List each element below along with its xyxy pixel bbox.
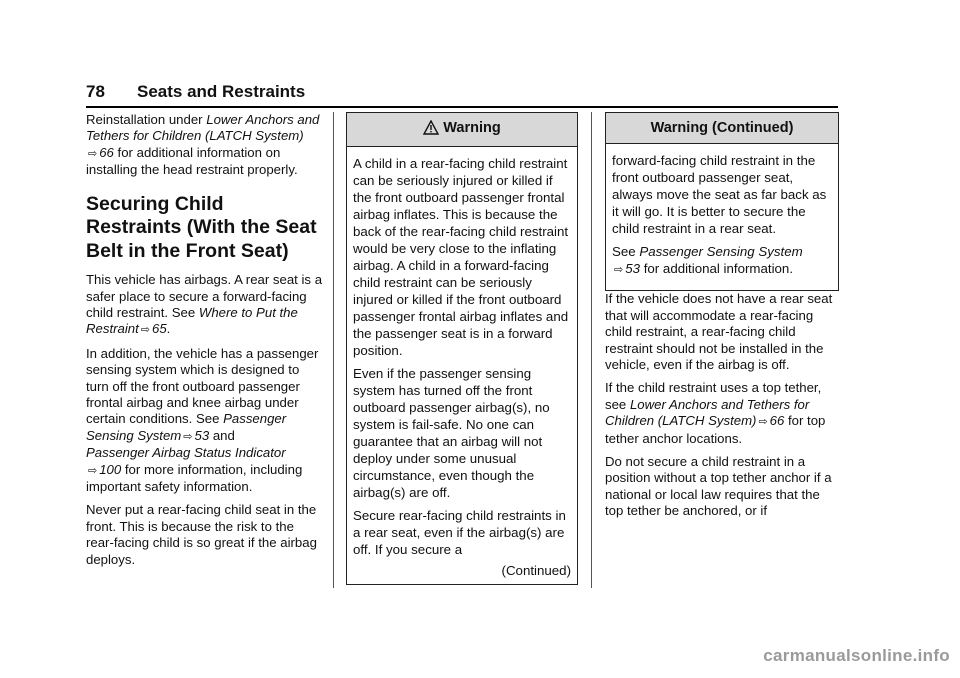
paragraph: A child in a rear-facing child restraint can be seriously injured or killed if the front outboard passenger frontal airbag inflates. This is because the back of the rear-facing child restraint would be very close to the inflating airbag. A child in a forward-facing child restraint can be seriously injured or killed if the front outboard passenger frontal airbag inflates and the passenger seat is in a forward position. bbox=[353, 156, 569, 359]
warning-body bbox=[606, 144, 838, 290]
page-reference-arrow-icon: ⇨ bbox=[88, 464, 98, 477]
cross-reference-link[interactable]: Lower Anchors and Tethers for Children (LATCH System) bbox=[605, 396, 810, 429]
warning-continued-box bbox=[605, 112, 839, 291]
page-reference-arrow-icon: ⇨ bbox=[614, 264, 624, 277]
cross-reference-link[interactable]: Where to Put the Restraint bbox=[86, 304, 298, 337]
paragraph: This vehicle has airbags. A rear seat is a safer place to secure a forward-facing child restraint. See Where to Put the Restraint ⇨ 65. bbox=[86, 272, 323, 337]
paragraph: In addition, the vehicle has a passenger sensing system which is designed to turn off the front outboard passenger frontal airbag and knee airbag under certain conditions. See Passenger Sensing System ⇨ 53 and Passenger Airbag Status Indicator ⇨ 100 for more information, including important safety information. bbox=[86, 345, 319, 494]
page-reference-arrow-icon: ⇨ bbox=[88, 147, 98, 160]
warning-title: Warning bbox=[443, 120, 501, 136]
paragraph: If the child restraint uses a top tether, see Lower Anchors and Tethers for Children (LATCH System) ⇨ 66 for top tether anchor locations. bbox=[605, 380, 826, 446]
paragraph: Never put a rear-facing child seat in the front. This is because the risk to the rear-facing child is so great if the airbag deploys. bbox=[86, 502, 317, 567]
warning-triangle-icon bbox=[423, 120, 439, 139]
cross-reference-link[interactable]: Passenger Airbag Status Indicator bbox=[86, 445, 286, 461]
paragraph: If the vehicle does not have a rear seat that will accommodate a rear-facing child restraint, a rear-facing child restraint should not be installed in the vehicle, even if the airbag is off. bbox=[605, 291, 833, 373]
continued-label: (Continued) bbox=[501, 563, 571, 579]
paragraph: Secure rear-facing child restraints in a rear seat, even if the airbag(s) are off. If you secure a bbox=[353, 508, 566, 558]
section-heading: Securing Child Restraints (With the Seat Belt in the Front Seat) bbox=[86, 192, 317, 262]
paragraph: See Passenger Sensing System ⇨ 53 for additional information. bbox=[612, 244, 803, 277]
page-link[interactable]: 53 bbox=[625, 261, 641, 277]
column-divider bbox=[591, 112, 592, 588]
page-link[interactable]: 65 bbox=[152, 321, 167, 337]
column-1 bbox=[86, 112, 324, 575]
column-2 bbox=[346, 112, 578, 585]
page-reference-arrow-icon: ⇨ bbox=[140, 324, 150, 337]
paragraph: forward-facing child restraint in the front outboard passenger seat, always move the seat as far back as it will go. It is better to secure the child restraint in a rear seat. bbox=[612, 153, 827, 237]
warning-header bbox=[347, 113, 577, 147]
page-number: 78 bbox=[86, 82, 105, 101]
section-title: Seats and Restraints bbox=[137, 82, 306, 101]
page-link[interactable]: 100 bbox=[99, 461, 122, 477]
page-link[interactable]: 66 bbox=[769, 413, 785, 429]
cross-reference-link[interactable]: Passenger Sensing System bbox=[86, 411, 287, 443]
watermark: carmanualsonline.info bbox=[763, 646, 950, 665]
warning-header: Warning (Continued) bbox=[606, 113, 838, 144]
page-reference-arrow-icon: ⇨ bbox=[758, 416, 768, 429]
column-divider bbox=[333, 112, 334, 588]
column-3 bbox=[605, 112, 839, 527]
page-reference-arrow-icon: ⇨ bbox=[183, 430, 193, 443]
page-link[interactable]: 53 bbox=[194, 427, 210, 443]
cross-reference-link[interactable]: Lower Anchors and Tethers for Children (LATCH System) bbox=[86, 112, 320, 144]
warning-body bbox=[347, 147, 577, 584]
paragraph: Even if the passenger sensing system has turned off the front outboard passenger airbag(s), no system is fail-safe. No one can guarantee that an airbag will not deploy under some unusual circumstance, even though the airbag(s) are off. bbox=[353, 366, 550, 501]
page-link[interactable]: 66 bbox=[99, 144, 114, 160]
cross-reference-link[interactable]: Passenger Sensing System bbox=[639, 244, 803, 260]
paragraph: Reinstallation under Lower Anchors and Tethers for Children (LATCH System) ⇨ 66 for additional information on installing the head restraint properly. bbox=[86, 112, 320, 178]
warning-box bbox=[346, 112, 578, 585]
header-divider bbox=[86, 106, 838, 108]
paragraph: Do not secure a child restraint in a position without a top tether anchor if a national or local law requires that the top tether be anchored, or if bbox=[605, 454, 832, 519]
